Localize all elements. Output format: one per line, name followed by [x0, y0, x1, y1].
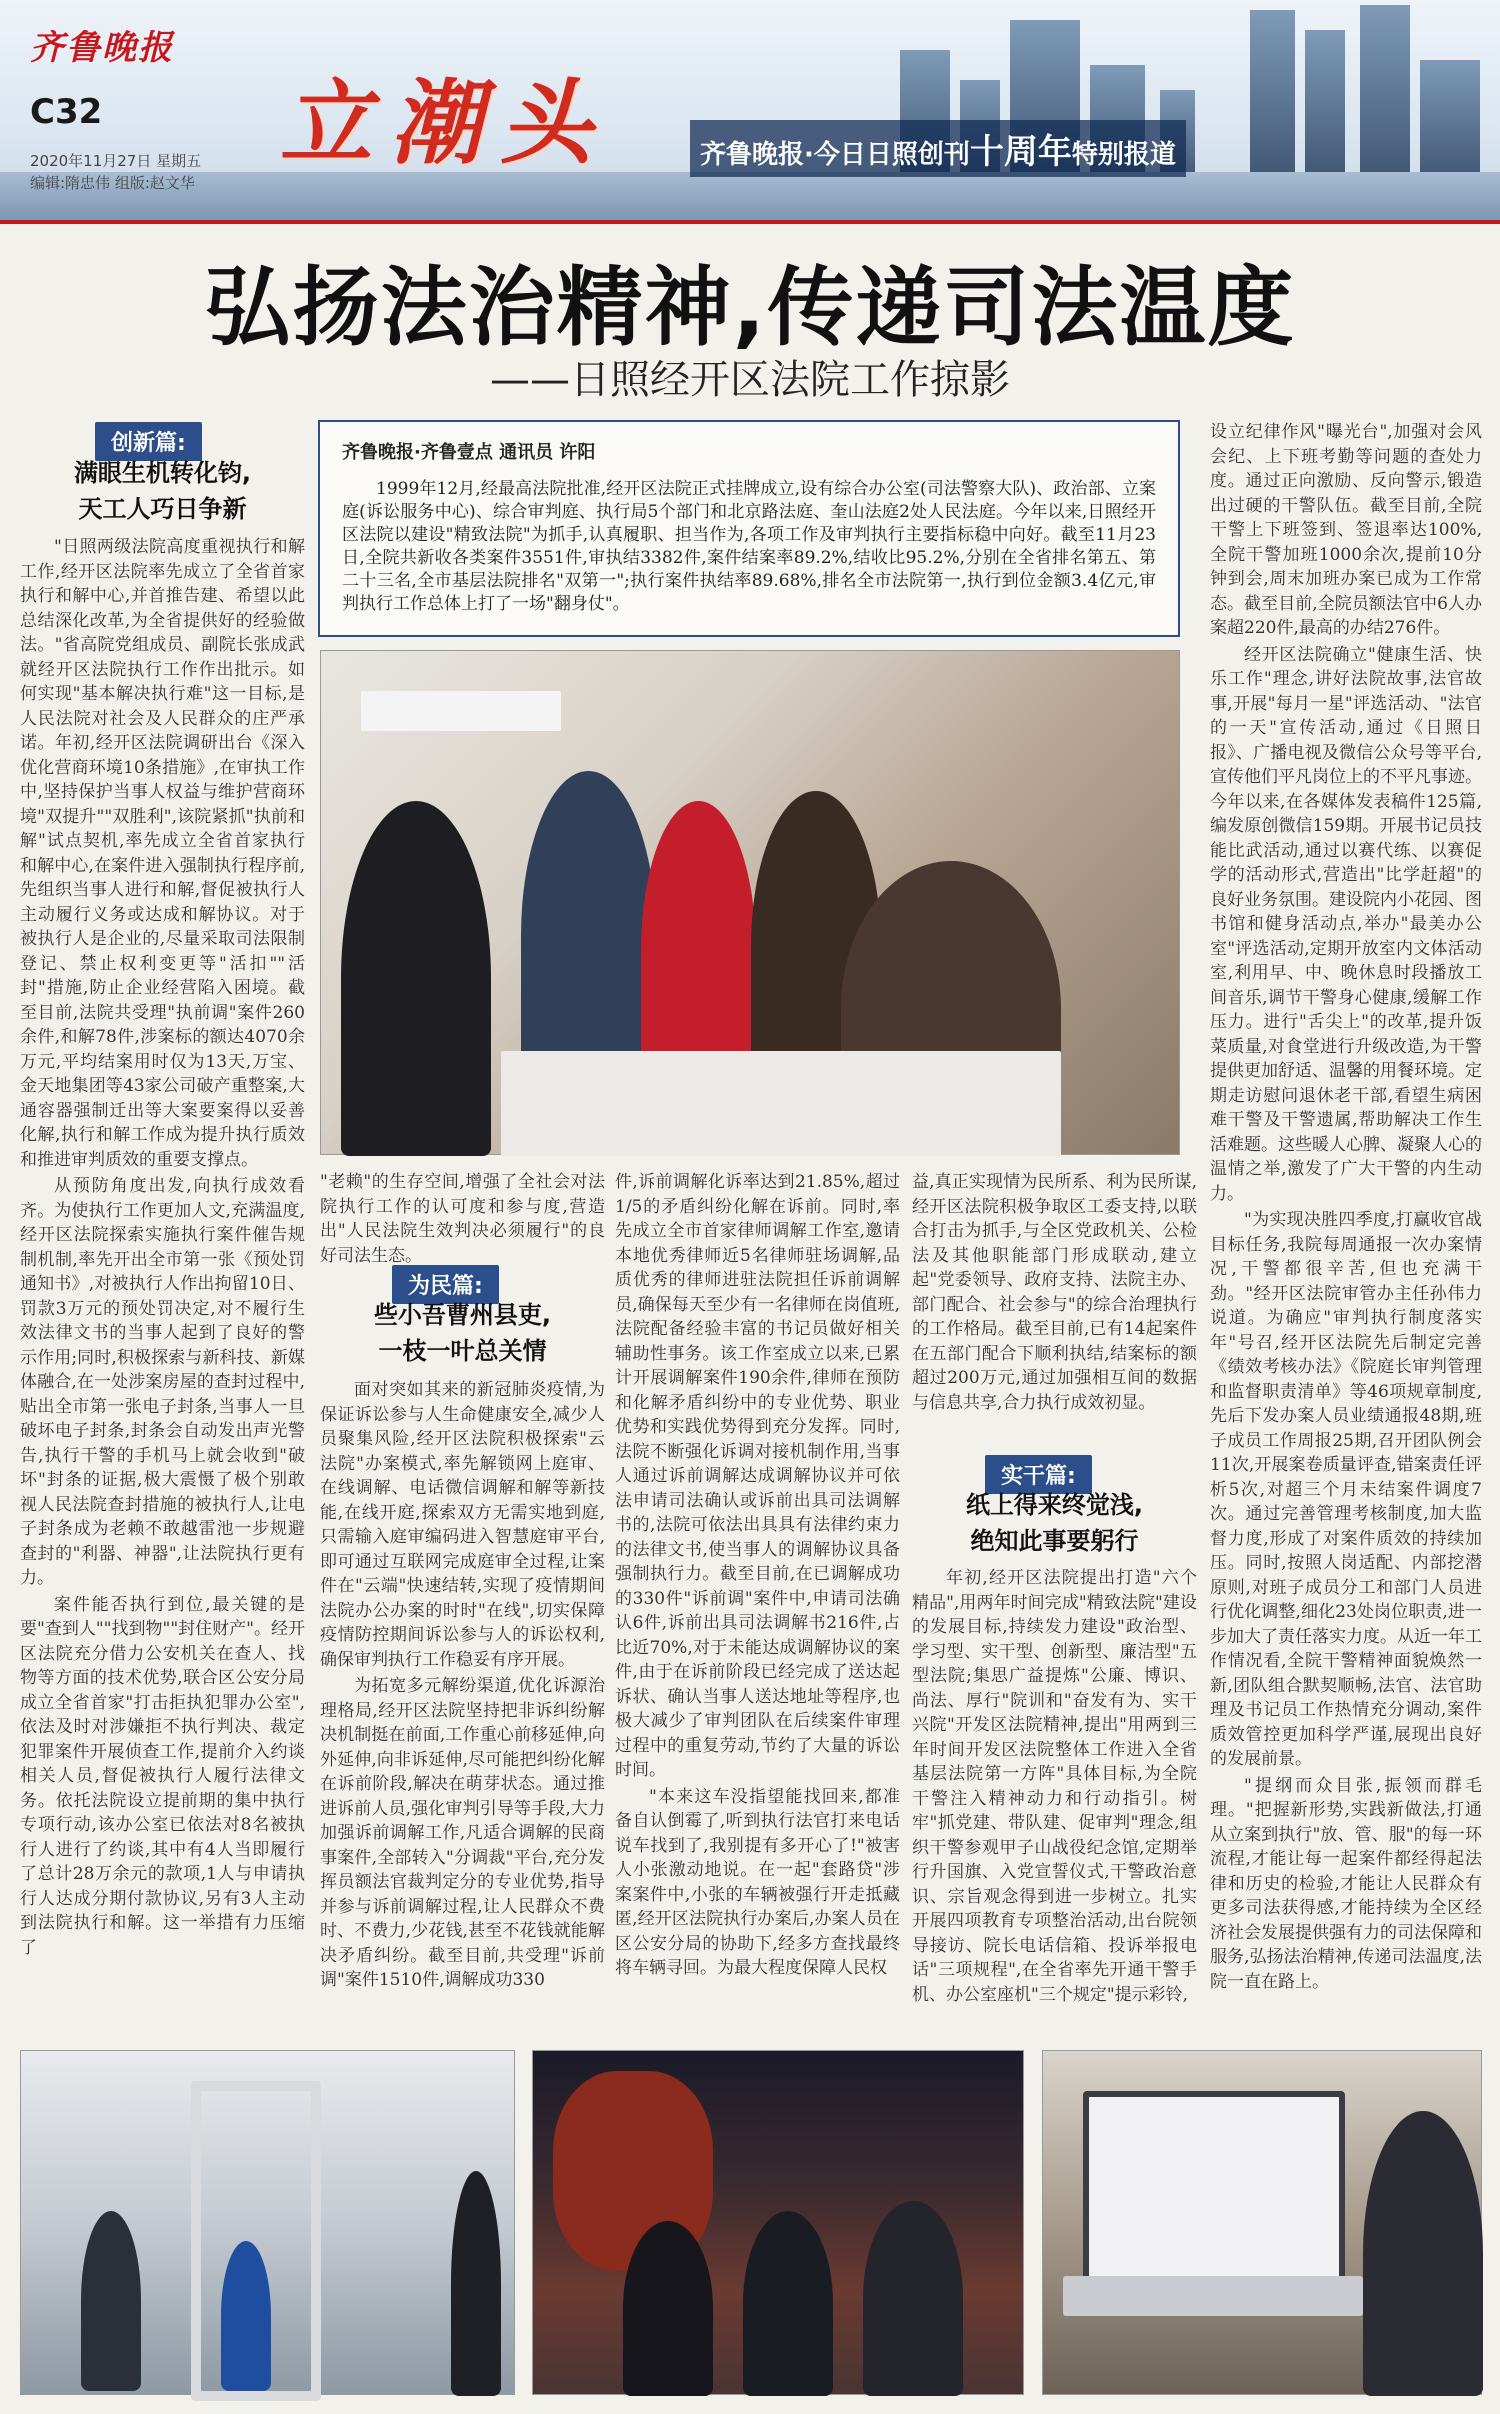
sea-strip — [0, 172, 1500, 220]
photo-security-gate — [20, 2050, 515, 2395]
paragraph: 件,诉前调解化诉率达到21.85%,超过1/5的矛盾纠纷化解在诉前。同时,率先成立全市首家律师调解工作室,邀请本地优秀律师近5名律师驻场调解,品质优秀的律师进驻法院担任诉前调解员,确保每天至少有一名律师在岗值班,法院配备经验丰富的书记员做好相关辅助性事务。该工作室成立以来,已累计开展调解案件190余件,律师在预防和化解矛盾纠纷中的专业优势、职业优势和实践优势得到充分发挥。同时,法院不断强化诉调对接机制作用,当事人通过诉前调解达成调解协议并可依法申请司法确认或诉前出具司法调解书的,法院可依法出具具有法律约束力的法律文书,使当事人的调解协议具备强制执行力。截至目前,在已调解成功的330件"诉前调"案件中,申请司法确认6件,诉前出具司法调解书216件,占比近70%,对于未能达成调解协议的案件,由于在诉前阶段已经完成了送达起诉状、确认当事人送达地址等程序,也极大减少了审判团队在后续案件审理过程中的重复劳动,节约了大量的诉讼时间。 — [615, 1172, 900, 1780]
paragraph: "日照两级法院高度重视执行和解工作,经开区法院率先成立了全省首家执行和解中心,并首推告建、希望以此总结深化改革,为全省提供好的经验做法。"省高院党组成员、副院长张成武就经开区法院执行工作作出批示。如何实现"基本解决执行难"这一目标,是人民法院对社会及人民群众的庄严承诺。年初,经开区法院调研出台《深入优化营商环境10条措施》,在审执工作中,坚持保护当事人权益与维护营商环境"双提升""双胜利",该院紧抓"执前和解"试点契机,率先成立全省首家执行和解中心,在案件进入强制执行程序前,先组织当事人进行和解,督促被执行人主动履行义务或达成和解协议。对于被执行人是企业的,尽量采取司法限制登记、禁止权利变更等"活扣""活封"措施,防止企业经营陷入困境。截至目前,法院共受理"执前调"案件260余件,和解78件,涉案标的额达4070余万元,平均结案用时仅为13天,万宝、金天地集团等43家公司破产重整案,大通容器强制迁出等大案要案得以妥善化解,执行和解工作成为提升执行质效和推进审判质效的重要支撑点。 — [20, 537, 305, 1170]
paragraph: 经开区法院确立"健康生活、快乐工作"理念,讲好法院故事,法官故事,开展"每月一星"评选活动、"法官的一天"宣传活动,通过《日照日报》、广播电视及微信公众号等平台,宣传他们平凡岗位上的不平凡事迹。今年以来,在各媒体发表稿件125篇,编发原创微信159期。开展书记员技能比武活动,通过以赛代练、以赛促学的活动形式,营造出"比学赶超"的良好业务氛围。建设院内小花园、图书馆和健身活动点,举办"最美办公室"评选活动,定期开放室内文体活动室,利用早、中、晚休息时段播放工间音乐,调节干警身心健康,缓解工作压力。进行"舌尖上"的改革,提升饭菜质量,对食堂进行升级改造,为干警提供更加舒适、温馨的用餐环境。定期走访慰问退休老干部,看望生病困难干警及干警遗属,帮助解决工作生活难题。这些暖人心脾、凝聚人心的温情之举,激发了广大干警的内生动力。 — [1210, 644, 1482, 1204]
special-report-anniversary: 十周年 — [969, 132, 1072, 172]
paragraph: "提纲而众目张,振领而群毛理。"把握新形势,实践新做法,打通从立案到执行"放、管、服"的每一环流程,才能让每一起案件都经得起法律和历史的检验,才能让人民群众有更多司法获得感,才能持续为全区经济社会发展提供强有力的司法保障和服务,弘扬法治精神,传递司法温度,法院一直在路上。 — [1210, 1775, 1482, 1992]
article-column-5 — [1210, 420, 1482, 2028]
lead-byline: 齐鲁晚报·齐鲁壹点 通讯员 许阳 — [342, 442, 596, 463]
section-heading-line: 满眼生机转化钧, — [73, 459, 252, 487]
skyline-building — [1305, 30, 1345, 180]
figure-officer — [451, 2171, 501, 2396]
section-heading-line: 一枝一叶总关情 — [378, 1337, 547, 1365]
paragraph: 面对突如其来的新冠肺炎疫情,为保证诉讼参与人生命健康安全,减少人员聚集风险,经开区法院积极探索"云法院"办案模式,率先解锁网上庭审、在线调解、电话微信调解和解等新技能,在线开庭,探索双方无需实地到庭,只需输入庭审编码进入智慧庭审平台,即可通过互联网完成庭审全过程,让案件在"云端"快速结转,实现了疫情期间法院办公办案的时时"在线",切实保障疫情防控期间诉讼参与人的诉讼权利,确保审判执行工作稳妥有序开展。 — [320, 1380, 605, 1670]
skyline-building — [1250, 10, 1295, 180]
photo-online-hearing — [1042, 2050, 1482, 2395]
paragraph: 年初,经开区法院提出打造"六个精品",用两年时间完成"精致法院"建设的发展目标,持续发力建设"政治型、学习型、实干型、创新型、廉洁型"五型法院;集思广益提炼"公廉、博识、尚法、厚行"院训和"奋发有为、实干兴院"开发区法院精神,提出"用两到三年时间开发区法院整体工作进入全省基层法院第一方阵"具体目标,为全院干警注入精神动力和行动指引。树牢"抓党建、带队建、促审判"理念,组织干警参观甲子山战役纪念馆,定期举行升国旗、入党宣誓仪式,干警政治意识、宗旨观念得到进一步树立。扎实开展四项教育专项整治活动,出台院领导接访、院长电话信箱、投诉举报电话"三项规程",在全省率先开通干警手机、办公室座机"三个规定"提示彩铃, — [912, 1568, 1197, 2005]
article-column-4 — [912, 1566, 1197, 2028]
section-tag-practical: 实干篇: — [985, 1455, 1092, 1494]
skyline-building — [1420, 60, 1480, 180]
photo-night-enforcement — [532, 2050, 1024, 2395]
section-heading-line: 绝知此事要躬行 — [970, 1527, 1139, 1555]
paragraph: 设立纪律作风"曝光台",加强对会风会纪、上下班考勤等问题的查处力度。通过正向激励、反向警示,锻造出过硬的干警队伍。截至目前,全院干警上下班签到、签退率达100%,全院干警加班1000余次,提前10分钟到会,周末加班办案已成为工作常态。截至目前,全院员额法官中6人办案超220件,最高的办结276件。 — [1210, 422, 1482, 638]
article-column-2 — [320, 1378, 605, 2028]
paragraph: "本来这车没指望能找回来,都准备自认倒霉了,听到执行法官打来电话说车找到了,我别提有多开心了!"被害人小张激动地说。在一起"套路贷"涉案案件中,小张的车辆被强行开走抵藏匿,经开区法院执行办案后,办案人员在区公安分局的协助下,经多方查找最终将车辆寻回。为最大程度保障人民权 — [615, 1786, 900, 1978]
figure-officer — [623, 2221, 713, 2396]
article-column-1 — [20, 535, 305, 2025]
article-subheadline: ——日照经开区法院工作掠影 — [490, 357, 1010, 403]
section-tag-people: 为民篇: — [392, 1265, 499, 1304]
paragraph: 益,真正实现情为民所系、利为民所谋,经开区法院积极争取区工委支持,以联合打击为抓手,与全区党政机关、公检法及其他职能部门形成联动,建立起"党委领导、政府支持、法院主办、部门配合、社会参与"的综合治理执行的工作格局。截至目前,已有14起案件在五部门配合下顺利执结,结案标的额超过200万元,通过加强相互间的数据与信息共享,合力执行成效初显。 — [912, 1172, 1197, 1413]
laptop-keyboard — [1063, 2276, 1363, 2316]
paragraph: "老赖"的生存空间,增强了全社会对法院执行工作的认可度和参与度,营造出"人民法院生效判决必须履行"的良好司法生态。 — [320, 1172, 605, 1266]
section-heading-line: 天工人巧日争新 — [78, 495, 247, 523]
section-heading-innovation — [20, 455, 305, 527]
masthead-rule — [0, 220, 1500, 224]
figure-visitor — [81, 2211, 141, 2391]
article-headline: 弘扬法治精神,传递司法温度 — [204, 258, 1296, 358]
section-heading-line: 纸上得来终觉浅, — [965, 1491, 1144, 1519]
wall-board — [361, 691, 561, 731]
figure-judge — [1363, 2111, 1483, 2396]
paragraph: 为拓宽多元解纷渠道,优化诉源治理格局,经开区法院坚持把非诉纠纷解决机制挺在前面,工作重心前移延伸,向外延伸,向非诉延伸,尽可能把纠纷化解在诉前阶段,解决在萌芽状态。通过推进诉前人员,强化审判引导等手段,大力加强诉前调解工作,凡适合调解的民商事案件,全部转入"分调裁"平台,充分发挥员额法官裁判定分的专业优势,指导并参与诉前调解过程,让人民群众不费时、不费力,少花钱,甚至不花钱就能解决矛盾纠纷。截至目前,共受理"诉前调"案件1510件,调解成功330 — [320, 1676, 605, 1990]
section-heading-practical — [912, 1487, 1197, 1559]
figure-officer — [863, 2201, 963, 2396]
paragraph: 从预防角度出发,向执行成效看齐。为使执行工作更加人文,充满温度,经开区法院探索实施执行案件催告规制机制,率先开出全市第一张《预处罚通知书》,对被执行人作出拘留10日、罚款3万元的预处罚决定,对不履行生效法律文书的当事人起到了良好的警示作用;同时,积极探索与新科技、新媒体融合,在一处涉案房屋的查封过程中,贴出全市第一张电子封条,当事人一旦破坏电子封条,封条会自动发出声光警告,执行干警的手机马上就会收到"破坏"封条的证据,极大震慑了极个别敢视人民法院查封措施的被执行人,让电子封条成为老赖不敢越雷池一步规避查封的"利器、神器",让法院执行更有力。 — [20, 1176, 305, 1588]
page-number: C32 — [30, 92, 103, 132]
counter-desk — [501, 1051, 1061, 1156]
article-column-2-top — [320, 1170, 605, 1266]
figure-officer — [743, 2211, 833, 2396]
lead-text: 1999年12月,经最高法院批准,经开区法院正式挂牌成立,设有综合办公室(司法警察大队)、政治部、立案庭(诉讼服务中心)、综合审判庭、执行局5个部门和北京路法庭、奎山法庭2处人民法庭。今年以来,日照经开区法院以建设"精致法院"为抓手,认真履职、担当作为,各项工作及审判执行主要指标稳中向好。截至11月23日,全院共新收各类案件3551件,审执结3382件,案件结案率89.2%,结收比95.2%,分别在全省排名第五、第二十三名,全市基层法院排名"双第一";执行案件执结率89.68%,排名全市法院第一,执行到位金额3.4亿元,审判执行工作总体上打了一场"翻身仗"。 — [342, 479, 1156, 614]
paragraph: "为实现决胜四季度,打赢收官战目标任务,我院每周通报一次办案情况,干警都很辛苦,但也充满干劲。"经开区法院审管办主任孙伟力说道。为确应"审判执行制度落实年"号召,经开区法院先后制定完善《绩效考核办法》《院庭长审判管理和监督职责清单》等46项规章制度,先后下发办案人员业绩通报48期,班子成员工作周报25期,召开团队例会11次,开展案卷质量评查,错案责任评析5次,对超三个月未结案件调度7次。通过完善管理考核制度,加大监督力度,形成了对案件质效的持续加压。同时,按照人岗适配、内部挖潜原则,对班子成员分工和部门人员进行优化调整,细化23处岗位职责,进一步加大了责任落实力度。从近一年工作情况看,全院干警精神面貌焕然一新,团队组合默契顺畅,法官、法官助理及书记员工作热情充分调动,案件质效管控更加科学严谨,展现出良好的发展前景。 — [1210, 1210, 1482, 1769]
page-date: 2020年11月27日 星期五 — [30, 152, 202, 170]
laptop-screen — [1083, 2091, 1345, 2283]
paragraph: 案件能否执行到位,最关键的是要"查到人""找到物""封住财产"。经开区法院充分借力公安机关在查人、找物等方面的技术优势,联合区公安分局成立全省首家"打击拒执犯罪办公室",依法及时对涉嫌拒不执行判决、裁定犯罪案件开展侦查工作,提前介入约谈相关人员,督促被执行人履行法律文务。依托法院设立提前期的集中执行专项行动,该办公室已依法对8名被执行人进行了约谈,其中有4人当即履行了总计28万余元的款项,1人与申请执行人达成分期付款协议,另有3人主动到法院执行和解。这一举措有力压缩了 — [20, 1594, 305, 1958]
figure-child — [221, 2241, 271, 2391]
lead-box — [318, 420, 1180, 637]
skyline-building — [1360, 5, 1410, 180]
article-column-4-top — [912, 1170, 1197, 1435]
paper-logo: 齐鲁晚报 — [30, 28, 174, 68]
section-heading-people — [320, 1297, 605, 1369]
photo-court-service — [320, 650, 1180, 1155]
figure-clerk — [341, 801, 491, 1156]
column-title: 立潮头 — [280, 69, 611, 177]
page-editors: 编辑:隋忠伟 组版:赵文华 — [30, 174, 195, 192]
special-report-banner — [690, 120, 1186, 177]
masthead-banner — [0, 0, 1500, 220]
section-heading-line: 些小吾曹州县吏, — [373, 1301, 552, 1329]
section-tag-innovation: 创新篇: — [95, 422, 202, 461]
special-report-suffix: 特别报道 — [1071, 140, 1176, 170]
article-column-3 — [615, 1170, 900, 2028]
special-report-prefix: 齐鲁晚报·今日日照创刊 — [700, 140, 970, 170]
